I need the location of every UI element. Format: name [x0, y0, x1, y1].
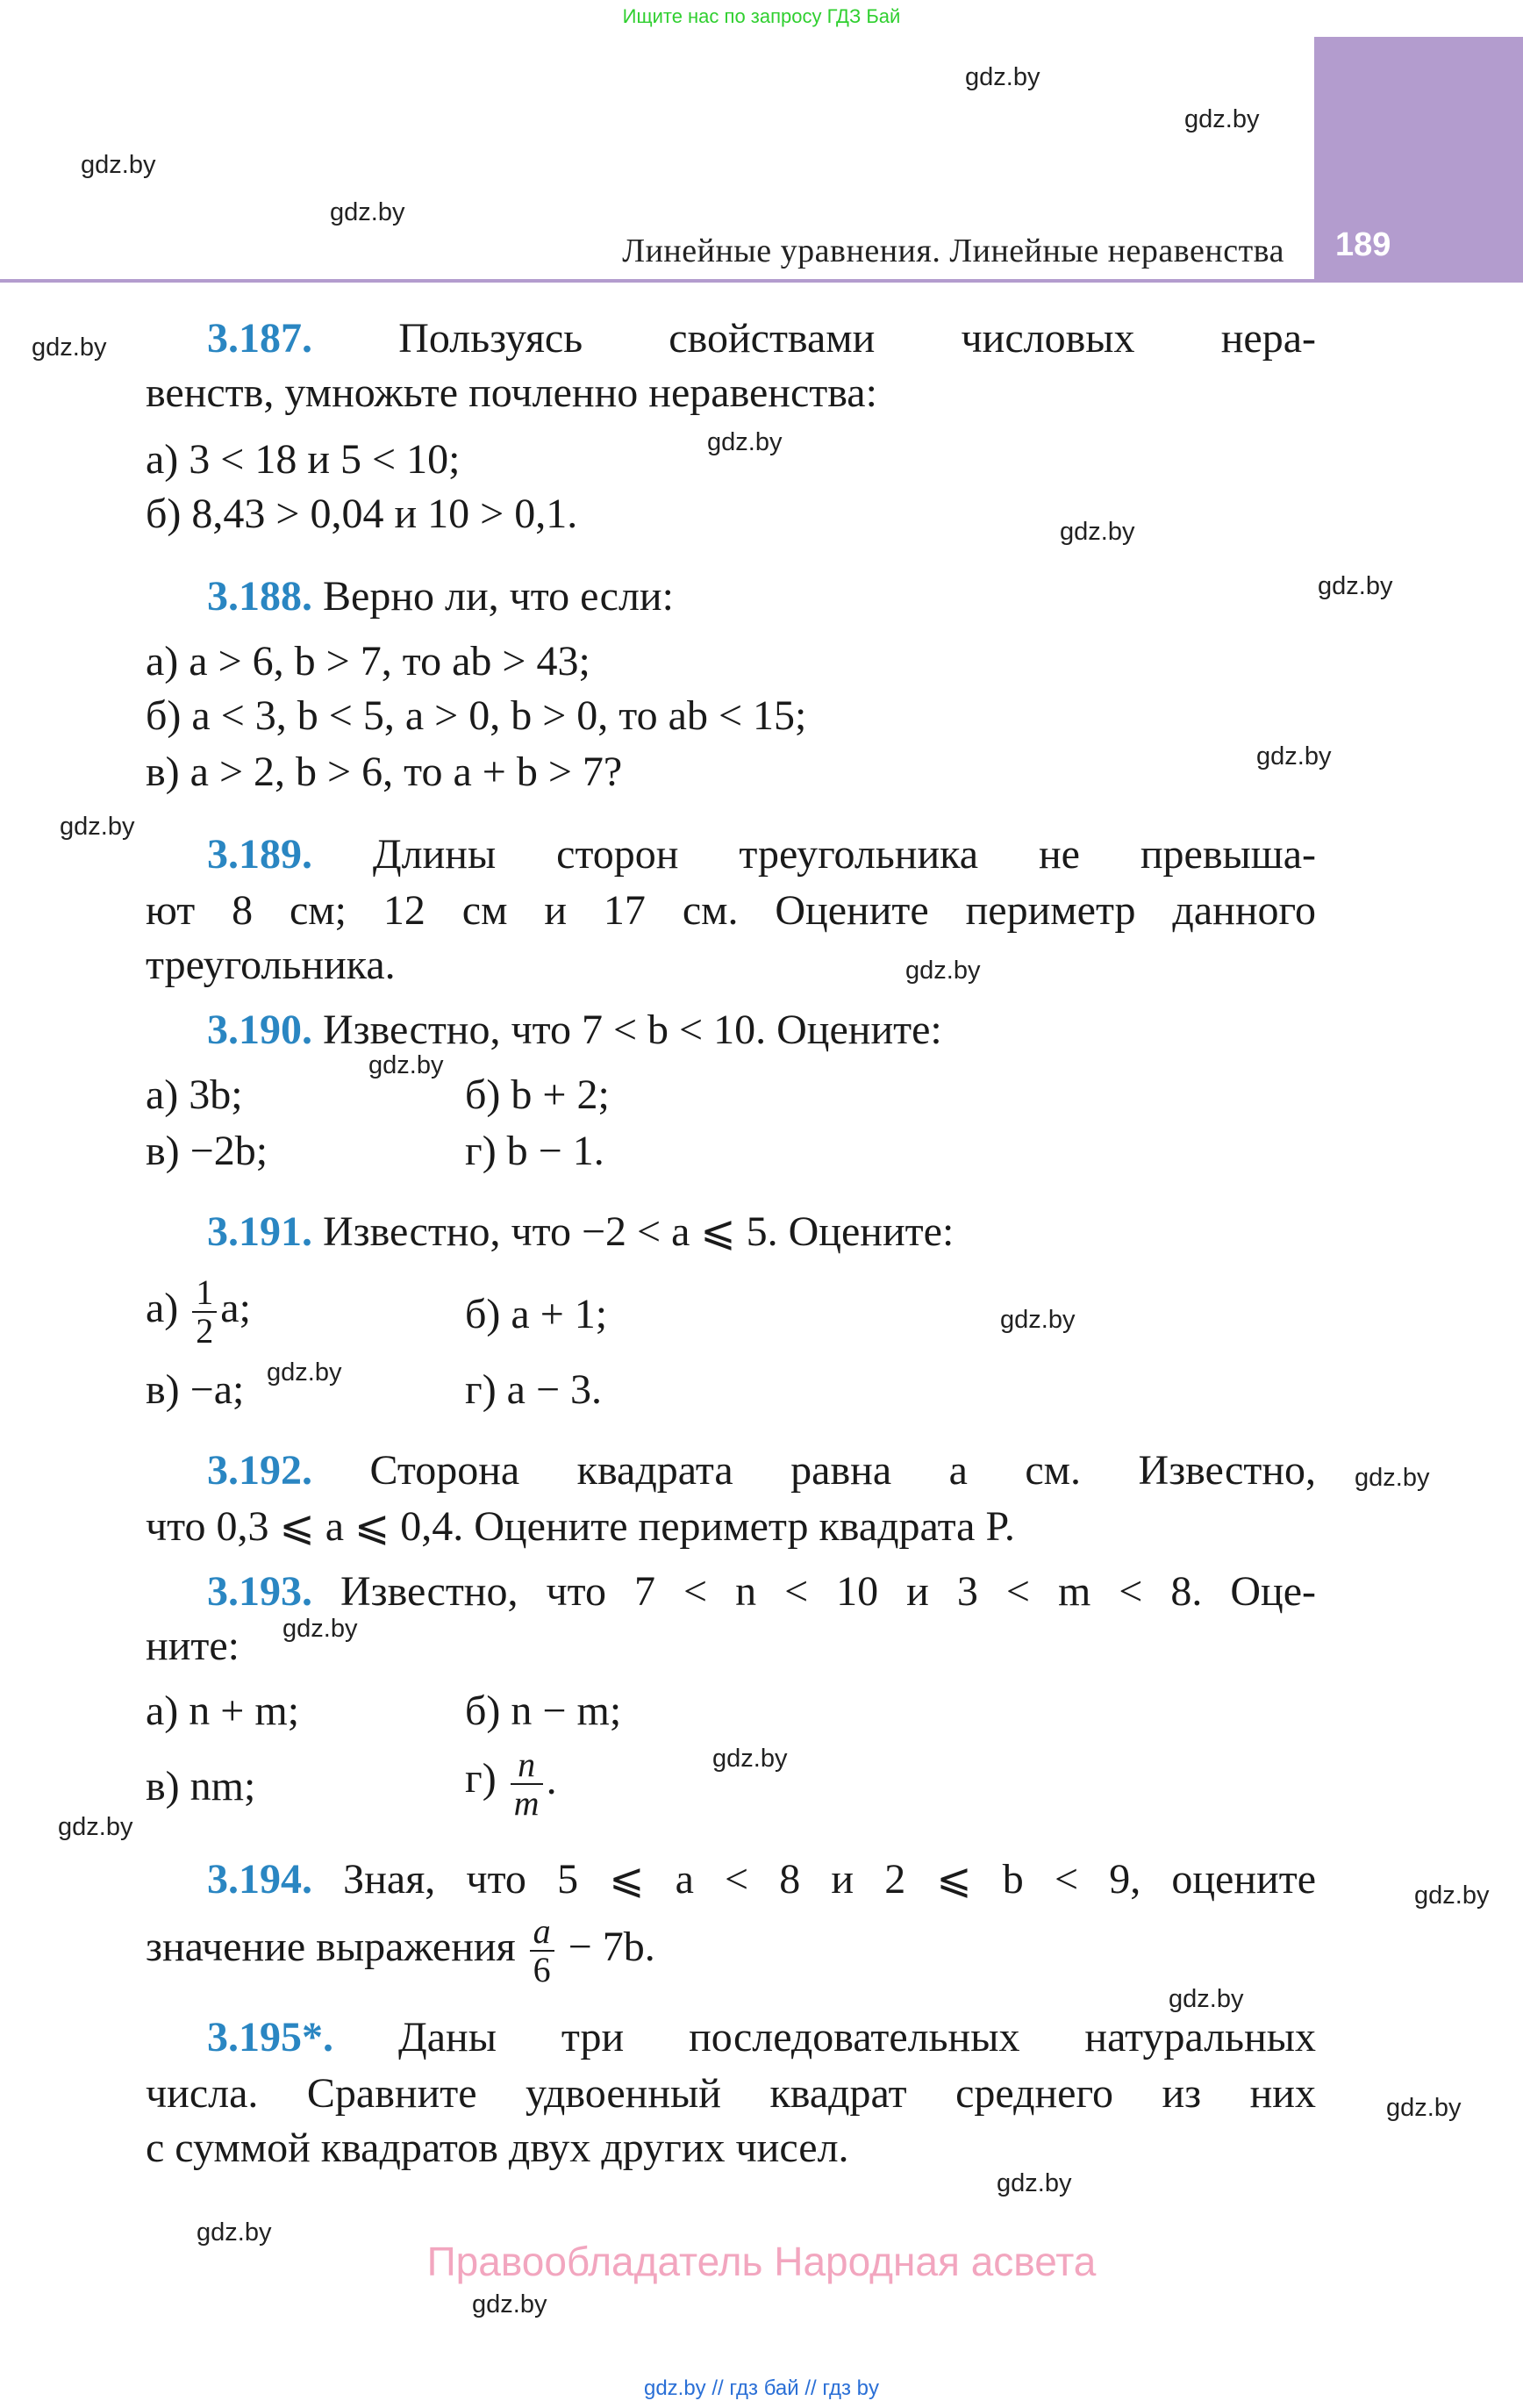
- watermark: gdz.by: [712, 1745, 788, 1773]
- exercise-3-188-line-1: 3.188. Верно ли, что если:: [207, 573, 674, 620]
- exercise-number: 3.193.: [207, 1568, 312, 1615]
- exercise-number: 3.189.: [207, 831, 312, 878]
- watermark: gdz.by: [905, 957, 981, 985]
- exercise-3-194-line-1: 3.194. Зная, что 5 ⩽ a < 8 и 2 ⩽ b < 9, оцените: [207, 1856, 1316, 1903]
- watermark: gdz.by: [58, 1813, 133, 1841]
- exercise-number: 3.195*.: [207, 2014, 333, 2060]
- exercise-3-190-b: б) b + 2;: [465, 1071, 610, 1118]
- watermark: gdz.by: [1169, 1985, 1244, 2013]
- watermark: gdz.by: [197, 2218, 272, 2247]
- exercise-3-191-row-2: [146, 1366, 935, 1413]
- watermark: gdz.by: [1386, 2094, 1462, 2122]
- exercise-3-191-b: б) a + 1;: [465, 1291, 608, 1337]
- exercise-3-193-row-2: [146, 1746, 935, 1825]
- exercise-3-193-d: г) $\frac{n}{m}$ .: [465, 1745, 557, 1823]
- exercise-number: 3.188.: [207, 573, 312, 620]
- exercise-3-193-c: в) nm;: [146, 1763, 256, 1810]
- exercise-3-195-line-3: с суммой квадратов двух других чисел.: [146, 2125, 849, 2171]
- fraction: $\frac{n}{m}$: [511, 1746, 543, 1822]
- exercise-3-195-line-2: числа. Сравните удвоенный квадрат среднего из них: [146, 2070, 1316, 2117]
- exercise-3-191-line-1: 3.191. Известно, что −2 < a ⩽ 5. Оцените:: [207, 1208, 955, 1255]
- copyright-footer: Правообладатель Народная асвета: [426, 2239, 1097, 2284]
- watermark: gdz.by: [1000, 1306, 1076, 1334]
- exercise-3-195-line-1: 3.195*. Даны три последовательных натуральных: [207, 2014, 1317, 2060]
- top-banner: Ищите нас по запросу ГДЗ Бай: [622, 5, 901, 27]
- watermark: gdz.by: [81, 151, 156, 179]
- fraction: $\frac{1}{2}$: [192, 1274, 217, 1350]
- exercise-3-193-line-1: 3.193. Известно, что 7 < n < 10 и 3 < m < 8. Оце-: [207, 1568, 1317, 1615]
- exercise-number: 3.194.: [207, 1856, 312, 1903]
- watermark: gdz.by: [997, 2169, 1072, 2197]
- exercise-3-194-line-2: значение выражения $\frac{a}{6}$ − 7b.: [146, 1911, 655, 1989]
- bottom-links: gdz.by // гдз бай // гдз by: [643, 2376, 880, 2400]
- exercise-3-193-line-2: ните:: [146, 1623, 240, 1669]
- exercise-3-187-line-1: 3.187. Пользуясь свойствами числовых нера-: [207, 315, 1316, 362]
- watermark: gdz.by: [60, 813, 135, 841]
- exercise-number: 3.191.: [207, 1208, 312, 1255]
- watermark: gdz.by: [330, 198, 405, 226]
- exercise-3-190-a: а) 3b;: [146, 1071, 243, 1118]
- exercise-number: 3.190.: [207, 1007, 312, 1053]
- watermark: gdz.by: [282, 1615, 358, 1643]
- watermark: gdz.by: [1256, 742, 1332, 770]
- watermark: gdz.by: [472, 2290, 547, 2318]
- exercise-3-189-line-3: треугольника.: [146, 942, 396, 988]
- watermark: gdz.by: [32, 333, 107, 362]
- exercise-number: 3.187.: [207, 315, 312, 362]
- page-number: 189: [1335, 226, 1391, 263]
- watermark: gdz.by: [368, 1051, 444, 1079]
- exercise-3-188-b: б) a < 3, b < 5, a > 0, b > 0, то ab < 15;: [146, 692, 807, 739]
- running-title: Линейные уравнения. Линейные неравенства: [622, 233, 1284, 269]
- exercise-3-190-row-1: [146, 1071, 935, 1118]
- exercise-number: 3.192.: [207, 1447, 312, 1494]
- exercise-3-191-row-1: а) $\frac{1}{2}$ a; б) a + 1;: [146, 1272, 608, 1351]
- exercise-3-187-b: б) 8,43 > 0,04 и 10 > 0,1.: [146, 491, 578, 537]
- exercise-3-187-a: а) 3 < 18 и 5 < 10;: [146, 436, 461, 483]
- exercise-3-188-a: а) a > 6, b > 7, то ab > 43;: [146, 638, 590, 684]
- exercise-3-191-d: г) a − 3.: [465, 1366, 603, 1413]
- exercise-3-189-line-1: 3.189. Длины сторон треугольника не превыша-: [207, 831, 1317, 878]
- watermark: gdz.by: [1318, 572, 1393, 600]
- exercise-3-189-line-2: ют 8 см; 12 см и 17 см. Оцените периметр данного: [146, 887, 1316, 934]
- watermark: gdz.by: [267, 1358, 342, 1387]
- watermark: gdz.by: [965, 63, 1040, 91]
- exercise-3-193-b: б) n − m;: [465, 1688, 622, 1734]
- exercise-3-192-line-2: что 0,3 ⩽ a ⩽ 0,4. Оцените периметр квадрата P.: [146, 1503, 1015, 1550]
- exercise-3-190-row-2: [146, 1130, 935, 1172]
- exercise-3-190-d: г) b − 1.: [465, 1128, 604, 1174]
- watermark: gdz.by: [1414, 1881, 1490, 1910]
- watermark: gdz.by: [707, 428, 783, 456]
- exercise-3-193-row-1: [146, 1690, 935, 1732]
- header-rule: [0, 279, 1523, 283]
- watermark: gdz.by: [1355, 1464, 1430, 1492]
- watermark: gdz.by: [1060, 518, 1135, 546]
- exercise-3-187-line-2: венств, умножьте почленно неравенства:: [146, 369, 877, 416]
- exercise-3-193-a: а) n + m;: [146, 1688, 300, 1734]
- fraction: $\frac{a}{6}$: [530, 1913, 554, 1989]
- exercise-3-191-c: в) −a;: [146, 1366, 245, 1413]
- watermark: gdz.by: [1184, 105, 1260, 133]
- exercise-3-190-c: в) −2b;: [146, 1128, 268, 1174]
- exercise-3-188-c: в) a > 2, b > 6, то a + b > 7?: [146, 749, 623, 795]
- exercise-3-190-line-1: 3.190. Известно, что 7 < b < 10. Оцените:: [207, 1007, 942, 1053]
- exercise-3-192-line-1: 3.192. Сторона квадрата равна a см. Известно,: [207, 1447, 1317, 1494]
